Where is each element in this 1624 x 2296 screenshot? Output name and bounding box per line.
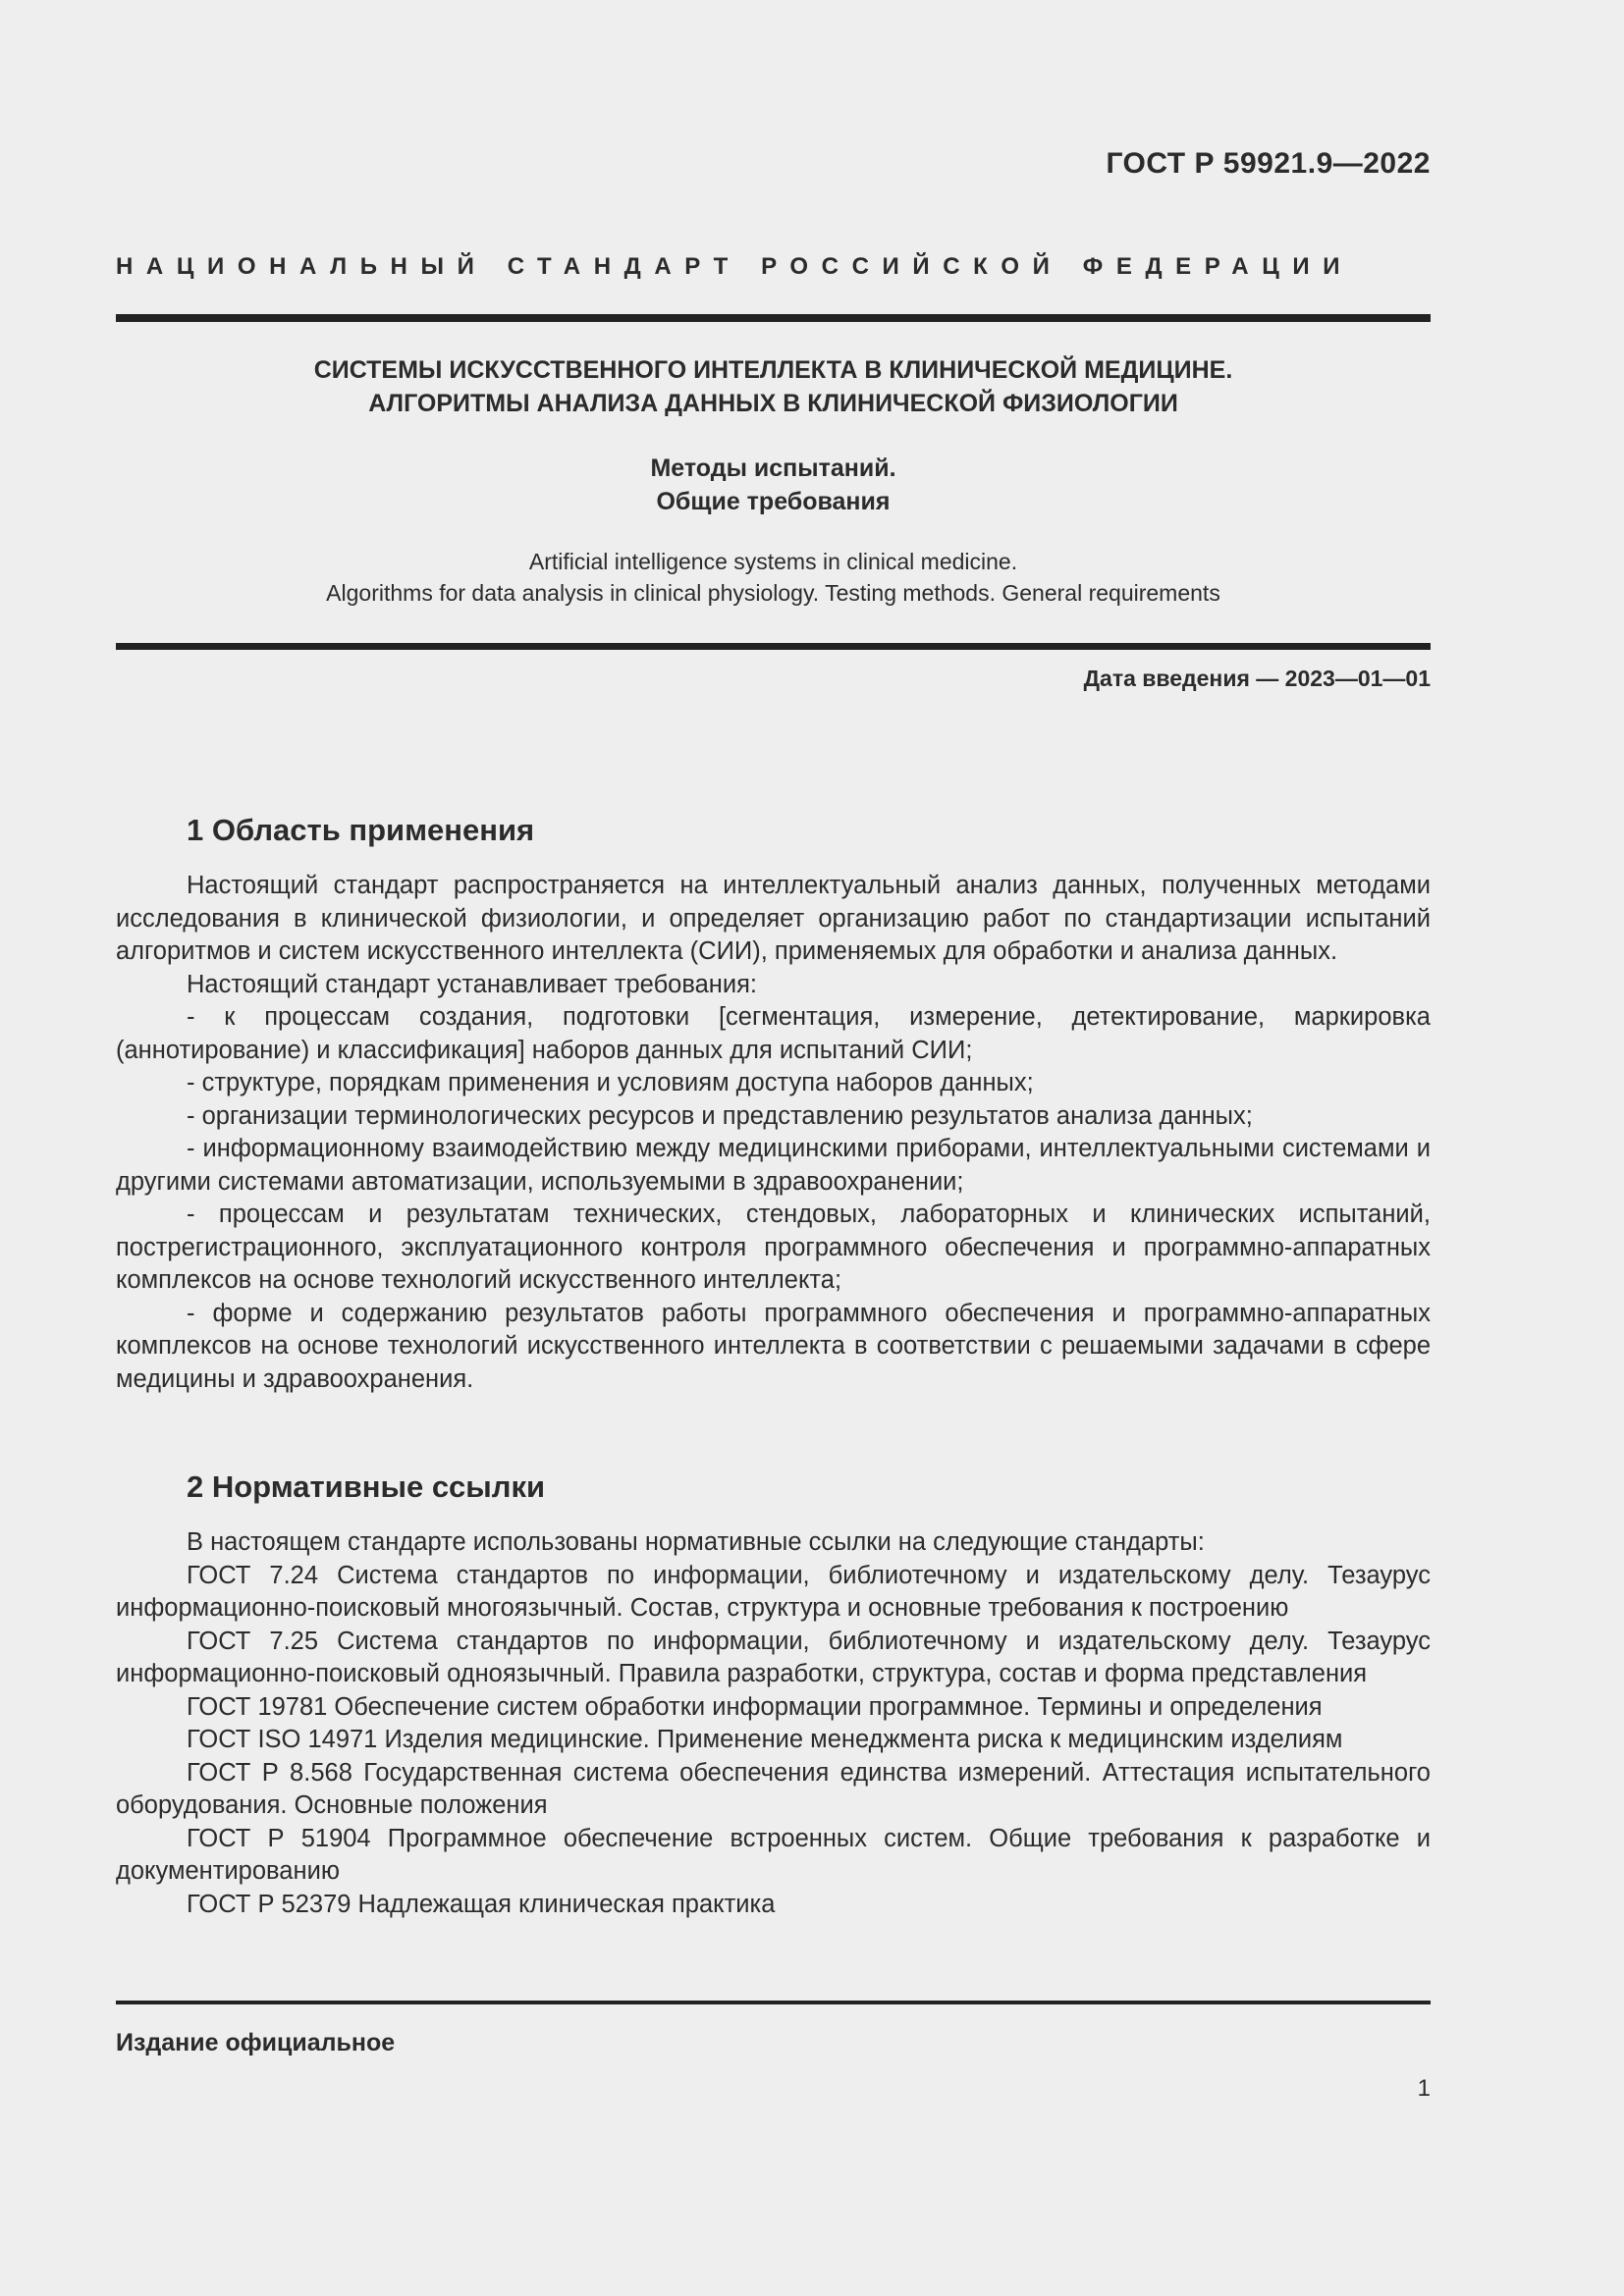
document-subtitle bbox=[116, 452, 1431, 518]
title-line-2: АЛГОРИТМЫ АНАЛИЗА ДАННЫХ В КЛИНИЧЕСКОЙ ФИЗИОЛОГИИ bbox=[368, 390, 1178, 417]
english-title bbox=[116, 546, 1431, 609]
list-item: - структуре, порядкам применения и условиям доступа наборов данных; bbox=[187, 1069, 1034, 1096]
reference-item: ГОСТ Р 52379 Надлежащая клиническая практика bbox=[187, 1890, 776, 1918]
subtitle-line-1: Методы испытаний. bbox=[650, 454, 896, 482]
subtitle-line-2: Общие требования bbox=[656, 488, 891, 515]
document-page bbox=[116, 0, 1431, 2296]
section-heading: 2 Нормативные ссылки bbox=[187, 1469, 546, 1504]
section-normative-references bbox=[116, 1468, 1431, 1921]
national-standard-banner: НАЦИОНАЛЬНЫЙ СТАНДАРТ РОССИЙСКОЙ ФЕДЕРАЦИИ bbox=[116, 253, 1354, 280]
document-code: ГОСТ Р 59921.9—2022 bbox=[1106, 147, 1431, 180]
reference-item: ГОСТ Р 8.568 Государственная система обеспечения единства измерений. Аттестация испытательного оборудования. Основные положения bbox=[116, 1758, 1431, 1819]
section-scope bbox=[116, 811, 1431, 1396]
section-heading: 1 Область применения bbox=[187, 813, 535, 847]
list-item: - форме и содержанию результатов работы программного обеспечения и программно-аппаратных комплексов на основе технологий искусственного интеллекта в соответствии с решаемыми задачами в сфере медицины и здравоохранения. bbox=[116, 1299, 1431, 1393]
page-number: 1 bbox=[1417, 2075, 1431, 2102]
reference-item: ГОСТ Р 51904 Программное обеспечение встроенных систем. Общие требования к разработке и документированию bbox=[116, 1824, 1431, 1885]
introduction-date: Дата введения — 2023—01—01 bbox=[1083, 666, 1431, 691]
list-item: - организации терминологических ресурсов и представлению результатов анализа данных; bbox=[187, 1101, 1253, 1130]
reference-item: ГОСТ ISO 14971 Изделия медицинские. Применение менеджмента риска к медицинским изделиям bbox=[187, 1726, 1343, 1753]
reference-item: ГОСТ 7.24 Система стандартов по информации, библиотечному и издательскому делу. Тезаурус информационно-поисковый многоязычный. Состав, структура и основные требования к построению bbox=[116, 1561, 1431, 1622]
title-line-1: СИСТЕМЫ ИСКУССТВЕННОГО ИНТЕЛЛЕКТА В КЛИНИЧЕСКОЙ МЕДИЦИНЕ. bbox=[313, 356, 1233, 384]
paragraph: В настоящем стандарте использованы нормативные ссылки на следующие стандарты: bbox=[187, 1528, 1205, 1556]
reference-item: ГОСТ 19781 Обеспечение систем обработки информации программное. Термины и определения bbox=[187, 1692, 1323, 1721]
english-title-line-1: Artificial intelligence systems in clinical medicine. bbox=[528, 549, 1018, 574]
english-title-line-2: Algorithms for data analysis in clinical physiology. Testing methods. General requirements bbox=[326, 580, 1220, 606]
list-item: - к процессам создания, подготовки [сегментация, измерение, детектирование, маркировка (аннотирование) и классификация] наборов данных для испытаний СИИ; bbox=[116, 1003, 1431, 1064]
top-divider bbox=[116, 314, 1431, 322]
footer-divider bbox=[116, 2001, 1431, 2004]
paragraph: Настоящий стандарт устанавливает требования: bbox=[187, 970, 758, 998]
official-edition-label: Издание официальное bbox=[116, 2029, 396, 2056]
paragraph: Настоящий стандарт распространяется на интеллектуальный анализ данных, полученных методами исследования в клинической физиологии, и определяет организацию работ по стандартизации испытаний алгоритмов и систем искусственного интеллекта (СИИ), применяемых для обработки и анализа данных. bbox=[116, 872, 1431, 965]
title-divider bbox=[116, 643, 1431, 650]
list-item: - информационному взаимодействию между медицинскими приборами, интеллектуальными системами и другими системами автоматизации, используемыми в здравоохранении; bbox=[116, 1135, 1431, 1196]
document-title bbox=[116, 353, 1431, 420]
list-item: - процессам и результатам технических, стендовых, лабораторных и клинических испытаний, пострегистрационного, эксплуатационного контроля программного обеспечения и программно-аппаратных комплексов на основе технологий искусственного интеллекта; bbox=[116, 1201, 1431, 1294]
reference-item: ГОСТ 7.25 Система стандартов по информации, библиотечному и издательскому делу. Тезаурус информационно-поисковый одноязычный. Правила разработки, структура, состав и форма представления bbox=[116, 1627, 1431, 1687]
